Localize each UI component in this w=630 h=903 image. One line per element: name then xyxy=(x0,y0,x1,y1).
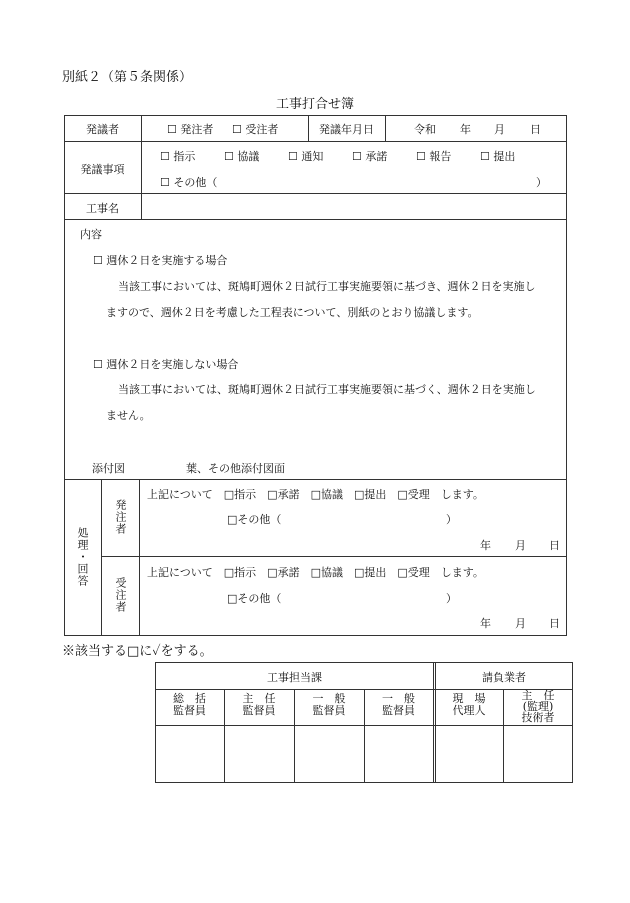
contractor-response-options[interactable]: 上記について □指示 □承諾 □協議 □提出 □受理 します。 xyxy=(147,566,484,579)
approval-col-general-inspector-2: 一 般 監督員 xyxy=(382,692,415,717)
checkbox-submission[interactable]: ☐ 提出 xyxy=(480,150,516,163)
checkbox-instruction[interactable]: ☐ 指示 xyxy=(160,150,196,163)
year-label: 年 xyxy=(460,123,471,136)
orderer-label: 発注者 xyxy=(114,499,127,535)
contractor-day-label: 日 xyxy=(549,617,560,630)
project-name-label: 工事名 xyxy=(86,202,119,215)
contractor-checkbox-other[interactable]: □その他（ xyxy=(227,592,282,605)
attachment-text: 葉、その他添付図面 xyxy=(186,462,285,475)
orderer-month-label: 月 xyxy=(515,539,526,552)
era-label: 令和 xyxy=(414,123,436,136)
contractor-year-label: 年 xyxy=(480,617,491,630)
contractor-month-label: 月 xyxy=(515,617,526,630)
checkbox-consultation[interactable]: ☐ 協議 xyxy=(224,150,260,163)
checkbox-orderer[interactable]: ☐ 発注者 xyxy=(167,123,214,136)
proposer-label: 発議者 xyxy=(86,123,119,136)
document-reference: 別紙２（第５条関係） xyxy=(62,70,193,85)
contractor-label: 受注者 xyxy=(114,577,127,613)
implement-text-line2: ますので、週休２日を考慮した工程表について、別紙のとおり協議します。 xyxy=(106,306,479,319)
contractor-header: 請負業者 xyxy=(482,671,526,684)
seal-box-chief-engineer[interactable] xyxy=(505,727,571,781)
checkbox-approval[interactable]: ☐ 承諾 xyxy=(352,150,388,163)
checkbox-notice[interactable]: ☐ 通知 xyxy=(288,150,324,163)
approval-col-site-agent: 現 場 代理人 xyxy=(452,692,486,717)
proposal-date-label: 発議年月日 xyxy=(319,123,374,136)
approval-col-general-supervisor: 総 括 監督員 xyxy=(173,692,206,717)
orderer-year-label: 年 xyxy=(480,539,491,552)
not-implement-text-line2: ません。 xyxy=(106,409,151,422)
content-label: 内容 xyxy=(80,228,102,241)
orderer-response-options[interactable]: 上記について □指示 □承諾 □協議 □提出 □受理 します。 xyxy=(147,488,484,501)
project-name-field[interactable] xyxy=(145,197,563,215)
form-title: 工事打合せ簿 xyxy=(275,97,354,112)
contractor-other-close: ） xyxy=(446,592,457,605)
implement-text-line1: 当該工事においては、斑鳩町週休２日試行工事実施要領に基づき、週休２日を実施し xyxy=(118,280,536,293)
proposal-items-label: 発議事項 xyxy=(80,163,125,176)
approval-col-chief-supervisor: 主 任 監督員 xyxy=(242,692,276,717)
checkbox-other[interactable]: ☐ その他（ xyxy=(160,176,218,189)
checkbox-contractor[interactable]: ☐ 受注者 xyxy=(232,123,279,136)
response-label: 処理・回答 xyxy=(76,527,89,587)
footnote: ※該当する□に✓をする。 xyxy=(62,644,213,659)
checkbox-implement-two-day[interactable]: ☐ 週休２日を実施する場合 xyxy=(93,254,228,267)
not-implement-text-line1: 当該工事においては、斑鳩町週休２日試行工事実施要領に基づく、週休２日を実施し xyxy=(118,383,536,396)
orderer-checkbox-other[interactable]: □その他（ xyxy=(227,513,282,526)
checkbox-not-implement-two-day[interactable]: ☐ 週休２日を実施しない場合 xyxy=(93,358,239,371)
seal-box-chief-supervisor[interactable] xyxy=(226,727,292,781)
seal-box-general-inspector-2[interactable] xyxy=(366,727,432,781)
dept-header: 工事担当課 xyxy=(267,671,322,684)
checkbox-report[interactable]: ☐ 報告 xyxy=(416,150,452,163)
day-label: 日 xyxy=(530,123,541,136)
seal-box-general-supervisor[interactable] xyxy=(157,727,223,781)
month-label: 月 xyxy=(494,123,505,136)
orderer-other-close: ） xyxy=(446,513,457,526)
attachment-label: 添付図 xyxy=(92,462,125,475)
other-close-paren: ） xyxy=(536,176,547,189)
approval-col-chief-engineer: 主 任 (監理) 技術者 xyxy=(521,689,555,724)
seal-box-general-inspector-1[interactable] xyxy=(296,727,362,781)
seal-box-site-agent[interactable] xyxy=(437,727,501,781)
orderer-day-label: 日 xyxy=(549,539,560,552)
approval-col-general-inspector-1: 一 般 監督員 xyxy=(312,692,346,717)
